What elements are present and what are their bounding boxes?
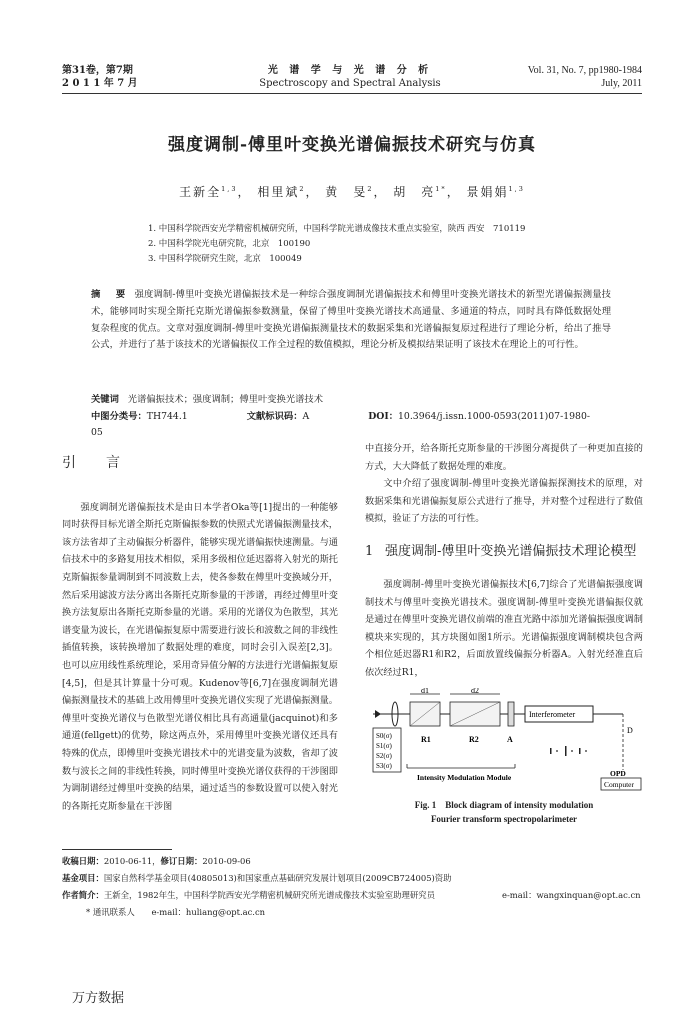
detector-label: D	[627, 725, 633, 735]
keywords-label: 关键词	[91, 394, 119, 405]
abstract-label: 摘 要	[91, 289, 132, 300]
abstract	[91, 287, 611, 354]
stokes-s0: S0(σ)	[376, 731, 392, 740]
section-number: 1	[365, 543, 374, 559]
received-date: 2010-06-11，	[103, 856, 161, 866]
author-bio-label: 作者简介：	[62, 890, 104, 900]
left-column	[62, 445, 338, 815]
figure-caption	[365, 798, 643, 826]
paper-title: 强度调制-傅里叶变换光谱偏振技术研究与仿真	[167, 135, 537, 155]
a-label: A	[507, 734, 513, 744]
footnotes	[62, 853, 652, 921]
author-affiliation: 1,3	[508, 185, 525, 193]
block-diagram	[365, 688, 643, 796]
module-label: Intensity Modulation Module	[417, 772, 512, 782]
author-affiliation: 2	[367, 185, 374, 193]
r1-label: R1	[421, 734, 431, 744]
running-header-left	[62, 64, 138, 90]
volume-pages-en: Vol. 31, No. 7, pp1980-1984	[527, 65, 642, 76]
revised-date: 2010-09-06	[202, 856, 251, 866]
author-affiliation: 1,3	[221, 185, 238, 193]
keywords	[91, 392, 611, 408]
doi: 10.3964/j.issn.1000-0593(2011)07-1980-05	[91, 411, 591, 438]
watermark-text: 万方数据	[72, 991, 125, 1006]
author: 黄 旻	[325, 185, 368, 199]
keywords-text: 光谱偏振技术；强度调制；傅里叶变换光谱技术	[127, 394, 324, 405]
abstract-text: 强度调制-傅里叶变换光谱偏振技术是一种综合强度调制光谱偏振技术和傅里叶变换光谱技术的新型光谱偏振测量技术，能够同时实现全斯托克斯光谱偏振参数测量，保留了傅里叶变换光谱技术高通量、多通道的特点，同时具有降低数据处理复杂程度的优点。文章对强度调制-傅里叶变换光谱偏振测量技术的数据采集和光谱偏振复原过程进行了理论分析，给出了推导公式，并进行了基于该技术的光谱偏振仪工作全过程的数值模拟，理论分析及模拟结果证明了该技术在理论上的可行性。	[91, 289, 611, 351]
intro-heading: 引 言	[62, 455, 128, 471]
author-bio-text: 王新全，1982年生，中国科学院西安光学精密机械研究所光谱成像技术实验室助理研究员	[103, 890, 436, 900]
fund-text: 国家自然科学基金项目(40805013)和国家重点基础研究发展计划项目(2009CB724005)资助	[103, 873, 452, 883]
volume-issue-cn: 第31卷，第7期	[62, 65, 133, 76]
clc-number: TH744.1	[146, 411, 188, 422]
figure-caption-line: Fig. 1 Block diagram of intensity modulation	[414, 799, 594, 810]
analyzer-a	[508, 702, 514, 726]
stokes-s2: S2(σ)	[376, 751, 392, 760]
revised-label: 修订日期：	[160, 856, 203, 866]
author-list: 王新全$^{1,3}$， 相里斌$^2$， 黄 旻$^2$， 胡 亮$^{1*}$， 景娟娟$^{1,3}$	[179, 185, 525, 199]
running-header-center	[230, 64, 470, 90]
stokes-s1: S1(σ)	[376, 741, 392, 750]
footnote-rule	[62, 849, 172, 850]
author-bio-line	[62, 887, 652, 904]
interferogram-marks	[550, 746, 587, 756]
stokes-s3: S3(σ)	[376, 761, 392, 770]
dates-line	[62, 853, 652, 870]
author: 胡 亮	[393, 185, 436, 199]
journal-name-en: Spectroscopy and Spectral Analysis	[259, 78, 441, 89]
corresponding-author-line: * 通讯联系人 e-mail：huliang@opt.ac.cn	[86, 907, 266, 917]
received-label: 收稿日期：	[62, 856, 104, 866]
figure-caption-line: Fourier transform spectropolarimeter	[430, 813, 578, 824]
classification-row	[91, 409, 611, 441]
interferogram-dot	[585, 750, 587, 752]
right-column	[365, 440, 643, 826]
header-rule	[62, 93, 642, 94]
date-en: July, 2011	[601, 78, 642, 89]
clc-label: 中图分类号：	[91, 411, 147, 422]
interferogram-mark	[579, 748, 581, 754]
running-header-right	[528, 64, 642, 90]
doc-code: A	[302, 411, 310, 422]
input-arrow-icon	[375, 710, 381, 718]
author: 景娟娟	[466, 185, 509, 199]
fund-label: 基金项目：	[62, 873, 104, 883]
fund-line	[62, 870, 652, 887]
interferogram-dot	[556, 750, 558, 752]
author-email: e-mail：wangxinquan@opt.ac.cn	[502, 890, 641, 900]
figure-1	[365, 688, 643, 796]
affiliation-list	[148, 222, 525, 267]
d1-label: d1	[421, 687, 429, 695]
affiliation: 3. 中国科学院研究生院，北京 100049	[148, 254, 302, 264]
journal-name-cn: 光 谱 学 与 光 谱 分 析	[267, 65, 433, 76]
section-1-heading	[365, 542, 643, 562]
d2-label: d2	[471, 687, 479, 695]
opd-label: OPD	[610, 768, 626, 778]
intro-paragraph: 文中介绍了强度调制-傅里叶变换光谱偏振探测技术的原理，对数据采集和光谱偏振复原公式进行了推导，并对整个过程进行了数值模拟，验证了方法的可行性。	[365, 478, 643, 525]
interferometer-label: Interferometer	[529, 709, 576, 719]
doc-code-label: 文献标识码：	[246, 411, 303, 422]
author: 王新全	[179, 185, 222, 199]
author-affiliation: 2	[299, 185, 306, 193]
date-cn: 2 0 1 1 年 7 月	[62, 78, 138, 89]
intro-paragraph-continued: 中直接分开，给各斯托克斯参量的干涉图分离提供了一种更加直接的方式，大大降低了数据处理的难度。	[365, 443, 643, 472]
affiliation: 1. 中国科学院西安光学精密机械研究所，中国科学院光谱成像技术重点实验室，陕西 西安 710119	[148, 224, 526, 234]
author-affiliation: 1*	[435, 185, 447, 193]
computer-label: Computer	[604, 779, 634, 789]
interferogram-mark	[550, 748, 552, 754]
section-paragraph: 强度调制-傅里叶变换光谱偏振技术[6,7]综合了光谱偏振强度调制技术与傅里叶变换光谱技术。强度调制-傅里叶变换光谱偏振仪就是通过在傅里叶变换光谱仪前端的准直光路中添加光谱偏振强度调制模块来实现的，其方块图如图1所示。光谱偏振强度调制模块包含两个相位延迟器R1和R2，后面放置线偏振分析器A。入射光经准直后依次经过R1，	[365, 578, 643, 678]
interferogram-mark	[565, 746, 567, 756]
affiliation: 2. 中国科学院光电研究院，北京 100190	[148, 239, 311, 249]
author: 相里斌	[257, 185, 300, 199]
interferogram-dot	[571, 750, 573, 752]
intro-paragraph: 强度调制光谱偏振技术是由日本学者Oka等[1]提出的一种能够同时获得目标光谱全斯托克斯偏振参数的快照式光谱偏振测量技术，该方法省却了主动偏振分析器件，能够实现光谱偏振快速测量。与通信技术中的多路复用技术相似，采用多级相位延迟器将入射光的斯托克斯偏振参量调制到不同波数上去，使各参数在傅里叶变换域分开，然后采用滤波方法分离出各斯托克斯参量的干涉谱，再经过傅里叶变换方法复原出各斯托克斯参量的光谱。采用的光谱仪为色散型，其光谱变量为波长，在光谱偏振复原中需要进行波长和波数之间的非线性插值转换，该转换增加了数据处理的难度，同时会引入误差[2,3]。也可以应用线性系统理论，采用奇异值分解的方法进行光谱偏振复原[4,5]，但是其计算量十分可观。Kudenov等[6,7]在强度调制光谱偏振测量技术的基础上改用傅里叶变换光谱仪实现了光谱偏振测量。傅里叶变换光谱仪与色散型光谱仪相比具有高通量(jacquinot)和多通道(fellgett)的优势，除这两点外，采用傅里叶变换光谱仪还具有特殊的优点，即傅里叶变换光谱技术中的光谱变量为波数，省却了波数与波长之间的非线性转换，同时傅里叶变换光谱仪获得的干涉图即为调制谱经过傅里叶变换的结果，通过适当的参数设置可以使入射光的各斯托克斯参量在干涉图	[62, 501, 338, 812]
doi-label: DOI：	[368, 411, 398, 422]
r2-label: R2	[469, 734, 479, 744]
section-title: 强度调制-傅里叶变换光谱偏振技术理论模型	[385, 543, 637, 559]
